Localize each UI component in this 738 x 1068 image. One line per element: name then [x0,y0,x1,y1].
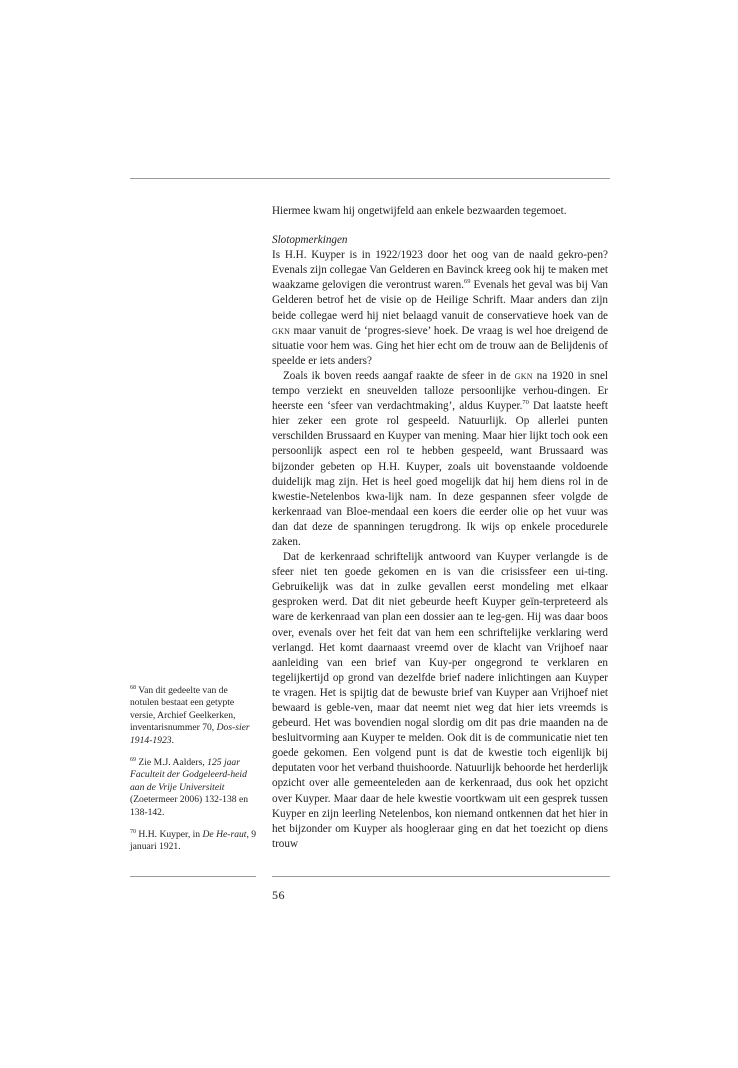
footnote-69: $^{69}$ Zie M.J. Aalders, 125 jaar Faculteit der Godgeleerd-heid aan de Vrije Universiteit (Zoetermeer 2006) 132-138 en 138-142. [130,757,249,818]
footnotes-column [130,685,258,864]
bottom-rule-notes [130,876,256,877]
bottom-rule-main [272,876,610,877]
section-heading: Slotopmerkingen [272,234,348,247]
paragraph-3: Dat de kerkenraad schriftelijk antwoord van Kuyper verlangde is de sfeer niet ten goede gekomen en is van die crisissfeer een ui-ting. Gebruikelijk was dat in zulke gevallen eerst mondeling met elkaar gesproken werd. Dat dit niet gebeurde heeft Kuyper geïn-terpreteerd als ware de kerkenraad van plan een dossier aan te leg-gen. Hij was daar boos over, evenals over het feit dat van hem een schriftelijke verklaring werd verlangd. Het komt daarnaast vreemd over de klacht van Vrijhoef naar aanleiding van een brief van Kuy-per ongegrond te verklaren en tegelijkertijd op grond van dezelfde brief nadere inlichtingen aan Kuyper te vragen. Het is spijtig dat de bewuste brief van Kuyper aan Vrijhoef niet bewaard is geble-ven, maar dat neemt niet weg dat hier iets vreemds is gebeurd. Het was bovendien nogal slordig om dit pas drie maanden na de besluitvorming aan Kuyper te melden. Ook dit is de communicatie niet ten goede gekomen. Een volgend punt is dat de kwestie toch eigenlijk bij deputaten voor het verband thuishoorde. Natuurlijk behoorde het herderlijk opzicht over alle gemeenteleden aan de kerkenraad, dus ook het opzicht over Kuyper. Maar daar de hele kwestie voortkwam uit een gesprek tussen Kuyper en zijn leerling Netelenbos, kon niemand ontkennen dat het hier in het bijzonder om Kuyper als hoogleraar ging en dat het toezicht op diens trouw [272,551,608,850]
footnote-ref-69[interactable]: 69 [463,278,471,286]
main-text-column [272,204,608,852]
paragraph-1: Is H.H. Kuyper is in 1922/1923 door het oog van de naald gekro-pen? Evenals zijn collegae Van Gelderen en Bavinck kreeg ook hij te maken met waakzame gelovigen die verontrust waren.$^{69}$ Evenals het geval was bij Van Gelderen betrof het de visie op de Heilige Schrift. Maar anders dan zijn beide collegae werd hij niet belaagd vanuit de conservatieve hoek van de gkn maar vanuit de ‘progres-sieve’ hoek. De vraag is wel hoe dreigend de situatie voor hem was. Ging het hier echt om de trouw aan de Belijdenis of speelde er iets anders? [272,249,608,367]
footnote-70: $^{70}$ H.H. Kuyper, in De He-raut, 9 januari 1921. [130,829,257,853]
footnote-68: $^{68}$ Van dit gedeelte van de notulen bestaat een getypte versie, Archief Geelkerken, inventarisnummer 70, Dos-sier 1914-1923. [130,685,250,746]
top-rule [130,178,610,179]
paragraph-2: Zoals ik boven reeds aangaf raakte de sfeer in de gkn na 1920 in snel tempo verziekt en sneuvelden talloze persoonlijke verhou-dingen. Er heerste een ‘sfeer van verdachtmaking’, aldus Kuyper.$^{70}$ Dat laatste heeft hier zeker een grote rol gespeeld. Natuurlijk. Op allerlei punten verschilden Brussaard en Kuyper van mening. Maar hier lijkt toch ook een persoonlijk aspect een rol te hebben gespeeld, want Brussaard was bijzonder gebeten op H.H. Kuyper, zoals uit bovenstaande voldoende duidelijk mag zijn. Het is heel goed mogelijk dat hij hem diens rol in de kwestie-Netelenbos kwa-lijk nam. In deze gespannen sfeer volgde de kerkenraad van Bloe-mendaal een koers die eerder olie op het vuur was dan dat deze de spanningen terugdrong. Ik wijs op enkele procedurele zaken. [272,369,608,548]
intro-line: Hiermee kwam hij ongetwijfeld aan enkele bezwaarden tegemoet. [272,205,567,217]
page-number: 56 [272,888,285,902]
footnote-ref-70[interactable]: 70 [522,399,529,407]
